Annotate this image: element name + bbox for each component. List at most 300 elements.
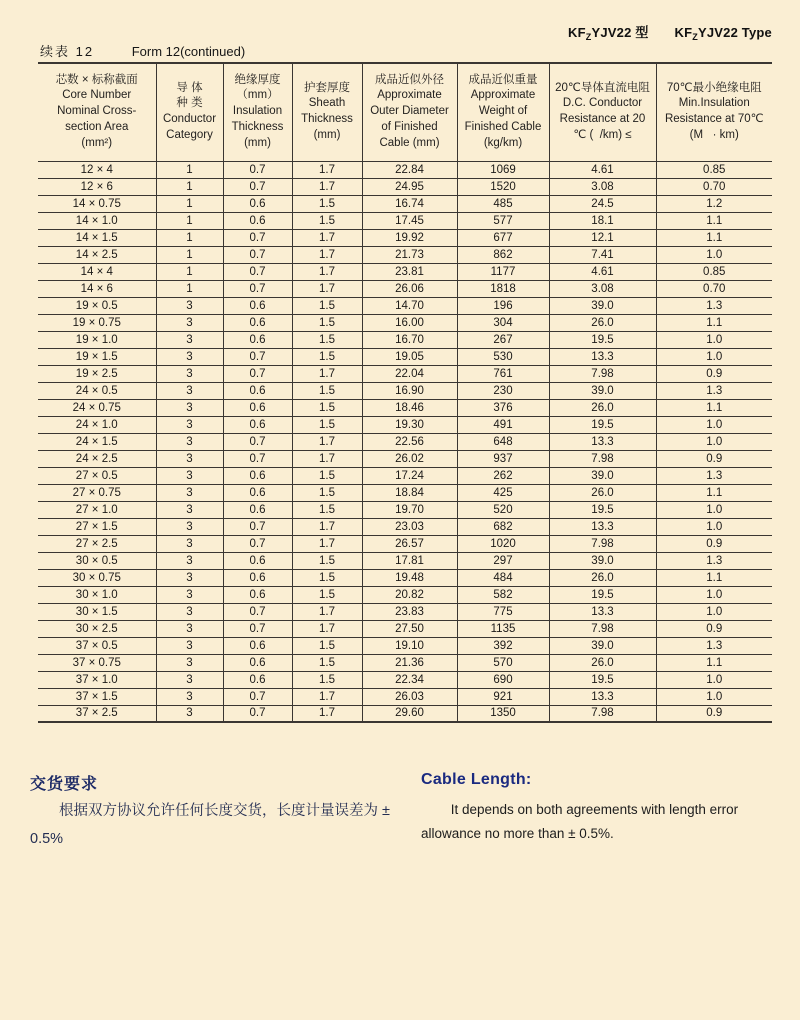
- table-header: [38, 63, 772, 161]
- cell-outer-diameter: 22.84: [362, 161, 457, 178]
- cell-approx-weight: 1135: [457, 620, 549, 637]
- table-row: [38, 586, 772, 603]
- cell-min-insulation-resistance: 0.85: [656, 263, 772, 280]
- cell-sheath-thickness: 1.7: [292, 229, 362, 246]
- table-row: [38, 569, 772, 586]
- column-header-approx-weight: [457, 63, 549, 161]
- cell-core-number: 14 × 1.0: [38, 212, 156, 229]
- cell-approx-weight: 682: [457, 518, 549, 535]
- table-row: [38, 484, 772, 501]
- cell-dc-resistance: 26.0: [549, 314, 656, 331]
- cell-min-insulation-resistance: 1.0: [656, 331, 772, 348]
- cell-approx-weight: 1818: [457, 280, 549, 297]
- cell-insulation-thickness: 0.7: [223, 688, 292, 705]
- cable-spec-table: [38, 62, 772, 723]
- cell-insulation-thickness: 0.7: [223, 518, 292, 535]
- table-row: [38, 637, 772, 654]
- cell-dc-resistance: 18.1: [549, 212, 656, 229]
- column-header-line: 导 体: [176, 81, 203, 94]
- table-row: [38, 433, 772, 450]
- cell-min-insulation-resistance: 1.0: [656, 246, 772, 263]
- cable-type-en: $KF_ZYJV22$ Type: [674, 25, 772, 42]
- cable-length-text: It depends on both agreements with length error allowance no more than ± 0.5%.: [421, 802, 739, 841]
- cell-sheath-thickness: 1.5: [292, 467, 362, 484]
- cell-insulation-thickness: 0.6: [223, 569, 292, 586]
- table-row: [38, 501, 772, 518]
- cable-length-heading: Cable Length:: [421, 771, 532, 788]
- cell-conductor-category: 3: [156, 654, 223, 671]
- cell-min-insulation-resistance: 0.9: [656, 450, 772, 467]
- column-header-line: (mm²): [81, 137, 113, 150]
- column-header-line: Approximate: [470, 89, 536, 102]
- cell-core-number: 30 × 1.0: [38, 586, 156, 603]
- cell-min-insulation-resistance: 1.0: [656, 518, 772, 535]
- cell-conductor-category: 1: [156, 212, 223, 229]
- column-header-line: Finished Cable: [464, 121, 542, 134]
- cell-insulation-thickness: 0.7: [223, 229, 292, 246]
- cell-insulation-thickness: 0.7: [223, 620, 292, 637]
- table-row: [38, 382, 772, 399]
- cell-core-number: 37 × 0.5: [38, 637, 156, 654]
- cell-outer-diameter: 23.03: [362, 518, 457, 535]
- cell-core-number: 30 × 0.75: [38, 569, 156, 586]
- cell-dc-resistance: 39.0: [549, 467, 656, 484]
- column-header-line: Conductor: [162, 113, 217, 126]
- cell-approx-weight: 425: [457, 484, 549, 501]
- cell-outer-diameter: 18.84: [362, 484, 457, 501]
- cell-approx-weight: 196: [457, 297, 549, 314]
- cell-approx-weight: 775: [457, 603, 549, 620]
- cell-core-number: 37 × 1.0: [38, 671, 156, 688]
- cell-insulation-thickness: 0.7: [223, 280, 292, 297]
- cell-min-insulation-resistance: 1.0: [656, 433, 772, 450]
- cell-dc-resistance: 19.5: [549, 501, 656, 518]
- cell-approx-weight: 376: [457, 399, 549, 416]
- cell-min-insulation-resistance: 1.3: [656, 467, 772, 484]
- cable-type-cn: $KF_ZYJV22$ 型: [568, 25, 649, 42]
- delivery-requirement-heading: 交货要求: [30, 776, 99, 793]
- table-caption: [40, 41, 245, 60]
- cell-dc-resistance: 39.0: [549, 297, 656, 314]
- table-row: [38, 348, 772, 365]
- column-header-line: (M · km): [689, 129, 739, 142]
- cell-insulation-thickness: 0.6: [223, 314, 292, 331]
- cell-dc-resistance: 39.0: [549, 552, 656, 569]
- table-body: [38, 161, 772, 722]
- cell-dc-resistance: 13.3: [549, 518, 656, 535]
- cell-outer-diameter: 17.81: [362, 552, 457, 569]
- column-header-line: Resistance at 20: [559, 113, 646, 126]
- cell-sheath-thickness: 1.5: [292, 569, 362, 586]
- cell-approx-weight: 570: [457, 654, 549, 671]
- cell-core-number: 27 × 0.75: [38, 484, 156, 501]
- cell-dc-resistance: 7.98: [549, 365, 656, 382]
- cell-outer-diameter: 26.06: [362, 280, 457, 297]
- table-row: [38, 246, 772, 263]
- cell-conductor-category: 3: [156, 331, 223, 348]
- cell-dc-resistance: 7.98: [549, 450, 656, 467]
- cell-core-number: 24 × 1.0: [38, 416, 156, 433]
- cell-outer-diameter: 20.82: [362, 586, 457, 603]
- cell-dc-resistance: 7.41: [549, 246, 656, 263]
- cable-type-title: [568, 22, 772, 42]
- cell-insulation-thickness: 0.6: [223, 467, 292, 484]
- cell-min-insulation-resistance: 0.9: [656, 365, 772, 382]
- cell-outer-diameter: 19.30: [362, 416, 457, 433]
- cell-approx-weight: 297: [457, 552, 549, 569]
- cell-core-number: 27 × 2.5: [38, 535, 156, 552]
- cell-conductor-category: 3: [156, 484, 223, 501]
- column-header-line: 绝缘厚度: [234, 73, 281, 86]
- cell-core-number: 14 × 4: [38, 263, 156, 280]
- cell-conductor-category: 3: [156, 620, 223, 637]
- cell-conductor-category: 3: [156, 603, 223, 620]
- cell-min-insulation-resistance: 1.1: [656, 229, 772, 246]
- cell-approx-weight: 761: [457, 365, 549, 382]
- table-row: [38, 229, 772, 246]
- cell-core-number: 19 × 2.5: [38, 365, 156, 382]
- cell-core-number: 24 × 0.75: [38, 399, 156, 416]
- cell-insulation-thickness: 0.7: [223, 246, 292, 263]
- cell-outer-diameter: 22.56: [362, 433, 457, 450]
- cell-sheath-thickness: 1.5: [292, 195, 362, 212]
- cell-min-insulation-resistance: 1.3: [656, 382, 772, 399]
- cell-conductor-category: 3: [156, 637, 223, 654]
- cell-conductor-category: 3: [156, 416, 223, 433]
- column-header-line: section Area: [65, 121, 129, 134]
- column-header-line: 成品近似重量: [468, 73, 538, 86]
- table-row: [38, 280, 772, 297]
- cell-conductor-category: 3: [156, 348, 223, 365]
- cell-sheath-thickness: 1.7: [292, 535, 362, 552]
- column-header-min-insulation-resistance: [656, 63, 772, 161]
- cell-dc-resistance: 19.5: [549, 671, 656, 688]
- cell-conductor-category: 3: [156, 688, 223, 705]
- cell-dc-resistance: 7.98: [549, 535, 656, 552]
- cell-core-number: 27 × 0.5: [38, 467, 156, 484]
- cell-approx-weight: 267: [457, 331, 549, 348]
- table-row: [38, 331, 772, 348]
- column-header-line: (mm): [244, 137, 271, 150]
- cell-core-number: 12 × 6: [38, 178, 156, 195]
- table-row: [38, 552, 772, 569]
- cell-outer-diameter: 21.73: [362, 246, 457, 263]
- cell-approx-weight: 1020: [457, 535, 549, 552]
- cell-min-insulation-resistance: 1.1: [656, 654, 772, 671]
- cell-sheath-thickness: 1.5: [292, 348, 362, 365]
- cell-core-number: 27 × 1.5: [38, 518, 156, 535]
- cell-min-insulation-resistance: 1.0: [656, 416, 772, 433]
- cell-min-insulation-resistance: 0.9: [656, 620, 772, 637]
- column-header-line: （mm）: [236, 89, 279, 102]
- cell-core-number: 14 × 2.5: [38, 246, 156, 263]
- cell-insulation-thickness: 0.6: [223, 586, 292, 603]
- cell-approx-weight: 262: [457, 467, 549, 484]
- column-header-line: 种 类: [176, 97, 203, 110]
- cell-conductor-category: 3: [156, 705, 223, 722]
- cell-approx-weight: 1520: [457, 178, 549, 195]
- cell-approx-weight: 484: [457, 569, 549, 586]
- cell-conductor-category: 1: [156, 195, 223, 212]
- table-row: [38, 212, 772, 229]
- column-header-line: Thickness: [231, 121, 284, 134]
- cell-sheath-thickness: 1.7: [292, 263, 362, 280]
- column-header-line: Approximate: [377, 89, 442, 102]
- cell-core-number: 19 × 1.5: [38, 348, 156, 365]
- table-row: [38, 195, 772, 212]
- cell-insulation-thickness: 0.6: [223, 399, 292, 416]
- cell-dc-resistance: 4.61: [549, 263, 656, 280]
- cell-approx-weight: 485: [457, 195, 549, 212]
- cell-min-insulation-resistance: 1.1: [656, 314, 772, 331]
- cell-min-insulation-resistance: 0.85: [656, 161, 772, 178]
- cell-insulation-thickness: 0.6: [223, 654, 292, 671]
- cell-sheath-thickness: 1.7: [292, 433, 362, 450]
- table-row: [38, 178, 772, 195]
- column-header-line: Category: [166, 129, 213, 142]
- cell-dc-resistance: 39.0: [549, 382, 656, 399]
- cell-insulation-thickness: 0.7: [223, 705, 292, 722]
- cell-conductor-category: 1: [156, 280, 223, 297]
- cell-approx-weight: 520: [457, 501, 549, 518]
- cell-insulation-thickness: 0.7: [223, 365, 292, 382]
- column-header-outer-diameter: [362, 63, 457, 161]
- cell-insulation-thickness: 0.7: [223, 433, 292, 450]
- cell-approx-weight: 530: [457, 348, 549, 365]
- column-header-conductor-category: [156, 63, 223, 161]
- cell-conductor-category: 3: [156, 297, 223, 314]
- cell-dc-resistance: 19.5: [549, 331, 656, 348]
- cell-outer-diameter: 26.02: [362, 450, 457, 467]
- cell-dc-resistance: 19.5: [549, 416, 656, 433]
- cell-sheath-thickness: 1.5: [292, 501, 362, 518]
- table-header-row: [38, 63, 772, 161]
- cell-outer-diameter: 17.45: [362, 212, 457, 229]
- cell-approx-weight: 1069: [457, 161, 549, 178]
- table-row: [38, 654, 772, 671]
- cell-approx-weight: 582: [457, 586, 549, 603]
- cell-dc-resistance: 13.3: [549, 348, 656, 365]
- cell-conductor-category: 3: [156, 450, 223, 467]
- table-row: [38, 416, 772, 433]
- cell-conductor-category: 3: [156, 586, 223, 603]
- cell-sheath-thickness: 1.7: [292, 246, 362, 263]
- cell-insulation-thickness: 0.6: [223, 671, 292, 688]
- cell-core-number: 37 × 2.5: [38, 705, 156, 722]
- cell-dc-resistance: 3.08: [549, 280, 656, 297]
- column-header-insulation-thickness: [223, 63, 292, 161]
- table-row: [38, 620, 772, 637]
- column-header-line: D.C. Conductor: [562, 97, 643, 110]
- cell-conductor-category: 3: [156, 365, 223, 382]
- column-header-line: 70℃最小绝缘电阻: [666, 81, 762, 94]
- cell-sheath-thickness: 1.5: [292, 654, 362, 671]
- cell-conductor-category: 3: [156, 535, 223, 552]
- cell-core-number: 14 × 6: [38, 280, 156, 297]
- cell-min-insulation-resistance: 0.70: [656, 280, 772, 297]
- column-header-line: Insulation: [232, 105, 283, 118]
- cell-conductor-category: 3: [156, 314, 223, 331]
- cell-min-insulation-resistance: 1.0: [656, 688, 772, 705]
- cell-approx-weight: 937: [457, 450, 549, 467]
- cell-approx-weight: 690: [457, 671, 549, 688]
- cell-conductor-category: 1: [156, 263, 223, 280]
- cell-outer-diameter: 19.05: [362, 348, 457, 365]
- cell-outer-diameter: 22.34: [362, 671, 457, 688]
- cell-dc-resistance: 3.08: [549, 178, 656, 195]
- column-header-line: 20℃导体直流电阻: [555, 81, 650, 94]
- column-header-line: Core Number: [62, 89, 132, 102]
- cell-outer-diameter: 19.92: [362, 229, 457, 246]
- table-row: [38, 603, 772, 620]
- cell-insulation-thickness: 0.6: [223, 331, 292, 348]
- cell-insulation-thickness: 0.6: [223, 552, 292, 569]
- table-caption-en: Form 12(continued): [131, 44, 246, 59]
- cell-core-number: 14 × 1.5: [38, 229, 156, 246]
- table-row: [38, 688, 772, 705]
- column-header-line: Weight of: [478, 105, 528, 118]
- cell-core-number: 24 × 2.5: [38, 450, 156, 467]
- cell-conductor-category: 3: [156, 518, 223, 535]
- cell-outer-diameter: 23.81: [362, 263, 457, 280]
- cell-core-number: 30 × 2.5: [38, 620, 156, 637]
- cell-insulation-thickness: 0.6: [223, 637, 292, 654]
- cell-conductor-category: 3: [156, 433, 223, 450]
- cell-approx-weight: 304: [457, 314, 549, 331]
- cell-core-number: 19 × 0.75: [38, 314, 156, 331]
- cell-outer-diameter: 16.90: [362, 382, 457, 399]
- column-header-line: 芯数 × 标称截面: [55, 73, 138, 86]
- cell-core-number: 24 × 1.5: [38, 433, 156, 450]
- cell-outer-diameter: 29.60: [362, 705, 457, 722]
- cell-outer-diameter: 18.46: [362, 399, 457, 416]
- cell-sheath-thickness: 1.5: [292, 212, 362, 229]
- cell-insulation-thickness: 0.7: [223, 535, 292, 552]
- cell-core-number: 14 × 0.75: [38, 195, 156, 212]
- cell-dc-resistance: 26.0: [549, 484, 656, 501]
- cell-core-number: 37 × 0.75: [38, 654, 156, 671]
- cell-conductor-category: 1: [156, 246, 223, 263]
- cell-min-insulation-resistance: 1.1: [656, 569, 772, 586]
- cell-approx-weight: 577: [457, 212, 549, 229]
- cell-conductor-category: 3: [156, 467, 223, 484]
- column-header-line: Outer Diameter: [370, 105, 449, 118]
- cell-sheath-thickness: 1.7: [292, 450, 362, 467]
- cell-sheath-thickness: 1.5: [292, 399, 362, 416]
- cell-outer-diameter: 16.00: [362, 314, 457, 331]
- cell-dc-resistance: 7.98: [549, 705, 656, 722]
- cell-approx-weight: 392: [457, 637, 549, 654]
- cell-dc-resistance: 7.98: [549, 620, 656, 637]
- cell-core-number: 30 × 0.5: [38, 552, 156, 569]
- cell-sheath-thickness: 1.5: [292, 416, 362, 433]
- cell-conductor-category: 3: [156, 569, 223, 586]
- cell-min-insulation-resistance: 1.0: [656, 586, 772, 603]
- cell-insulation-thickness: 0.7: [223, 348, 292, 365]
- cell-core-number: 37 × 1.5: [38, 688, 156, 705]
- cell-insulation-thickness: 0.7: [223, 450, 292, 467]
- cell-sheath-thickness: 1.7: [292, 705, 362, 722]
- cell-outer-diameter: 19.70: [362, 501, 457, 518]
- cell-min-insulation-resistance: 1.3: [656, 297, 772, 314]
- cell-min-insulation-resistance: 0.9: [656, 535, 772, 552]
- cell-outer-diameter: 26.57: [362, 535, 457, 552]
- cell-dc-resistance: 26.0: [549, 399, 656, 416]
- cell-sheath-thickness: 1.7: [292, 178, 362, 195]
- cell-approx-weight: 1350: [457, 705, 549, 722]
- cell-insulation-thickness: 0.6: [223, 297, 292, 314]
- cell-sheath-thickness: 1.7: [292, 603, 362, 620]
- cell-outer-diameter: 22.04: [362, 365, 457, 382]
- table-row: [38, 535, 772, 552]
- cell-sheath-thickness: 1.5: [292, 552, 362, 569]
- cell-conductor-category: 3: [156, 501, 223, 518]
- cell-outer-diameter: 17.24: [362, 467, 457, 484]
- cell-dc-resistance: 13.3: [549, 433, 656, 450]
- column-header-line: Nominal Cross-: [57, 105, 137, 118]
- cell-sheath-thickness: 1.5: [292, 586, 362, 603]
- table-row: [38, 705, 772, 722]
- cell-min-insulation-resistance: 1.1: [656, 484, 772, 501]
- cell-approx-weight: 677: [457, 229, 549, 246]
- column-header-line: Thickness: [301, 113, 353, 126]
- cell-min-insulation-resistance: 1.1: [656, 399, 772, 416]
- cell-sheath-thickness: 1.7: [292, 688, 362, 705]
- cell-min-insulation-resistance: 0.9: [656, 705, 772, 722]
- cell-sheath-thickness: 1.5: [292, 314, 362, 331]
- table-row: [38, 263, 772, 280]
- cell-insulation-thickness: 0.6: [223, 484, 292, 501]
- column-header-line: (mm): [313, 129, 341, 142]
- cell-insulation-thickness: 0.7: [223, 603, 292, 620]
- table-row: [38, 161, 772, 178]
- cell-sheath-thickness: 1.5: [292, 484, 362, 501]
- cell-approx-weight: 230: [457, 382, 549, 399]
- table-row: [38, 365, 772, 382]
- cell-min-insulation-resistance: 1.0: [656, 348, 772, 365]
- cell-min-insulation-resistance: 1.3: [656, 637, 772, 654]
- cell-dc-resistance: 12.1: [549, 229, 656, 246]
- column-header-line: 成品近似外径: [375, 73, 444, 86]
- column-header-dc-resistance: [549, 63, 656, 161]
- cell-sheath-thickness: 1.7: [292, 518, 362, 535]
- cell-min-insulation-resistance: 1.0: [656, 671, 772, 688]
- cell-approx-weight: 491: [457, 416, 549, 433]
- table-row: [38, 450, 772, 467]
- cell-sheath-thickness: 1.7: [292, 620, 362, 637]
- cell-sheath-thickness: 1.5: [292, 637, 362, 654]
- cell-outer-diameter: 19.48: [362, 569, 457, 586]
- cell-outer-diameter: 23.83: [362, 603, 457, 620]
- column-header-line: of Finished: [381, 121, 438, 134]
- table-row: [38, 297, 772, 314]
- table-row: [38, 518, 772, 535]
- cell-outer-diameter: 19.10: [362, 637, 457, 654]
- column-header-sheath-thickness: [292, 63, 362, 161]
- table-caption-cn: 续表 12: [40, 44, 95, 59]
- cell-conductor-category: 3: [156, 399, 223, 416]
- cell-outer-diameter: 27.50: [362, 620, 457, 637]
- cell-approx-weight: 862: [457, 246, 549, 263]
- column-header-line: Sheath: [308, 97, 346, 110]
- cell-dc-resistance: 13.3: [549, 603, 656, 620]
- column-header-core-number: [38, 63, 156, 161]
- cell-insulation-thickness: 0.6: [223, 416, 292, 433]
- cell-min-insulation-resistance: 1.2: [656, 195, 772, 212]
- cell-core-number: 27 × 1.0: [38, 501, 156, 518]
- delivery-requirement-text: 根据双方协议允许任何长度交货，长度计量误差为 ± 0.5%: [30, 803, 390, 847]
- cell-sheath-thickness: 1.7: [292, 365, 362, 382]
